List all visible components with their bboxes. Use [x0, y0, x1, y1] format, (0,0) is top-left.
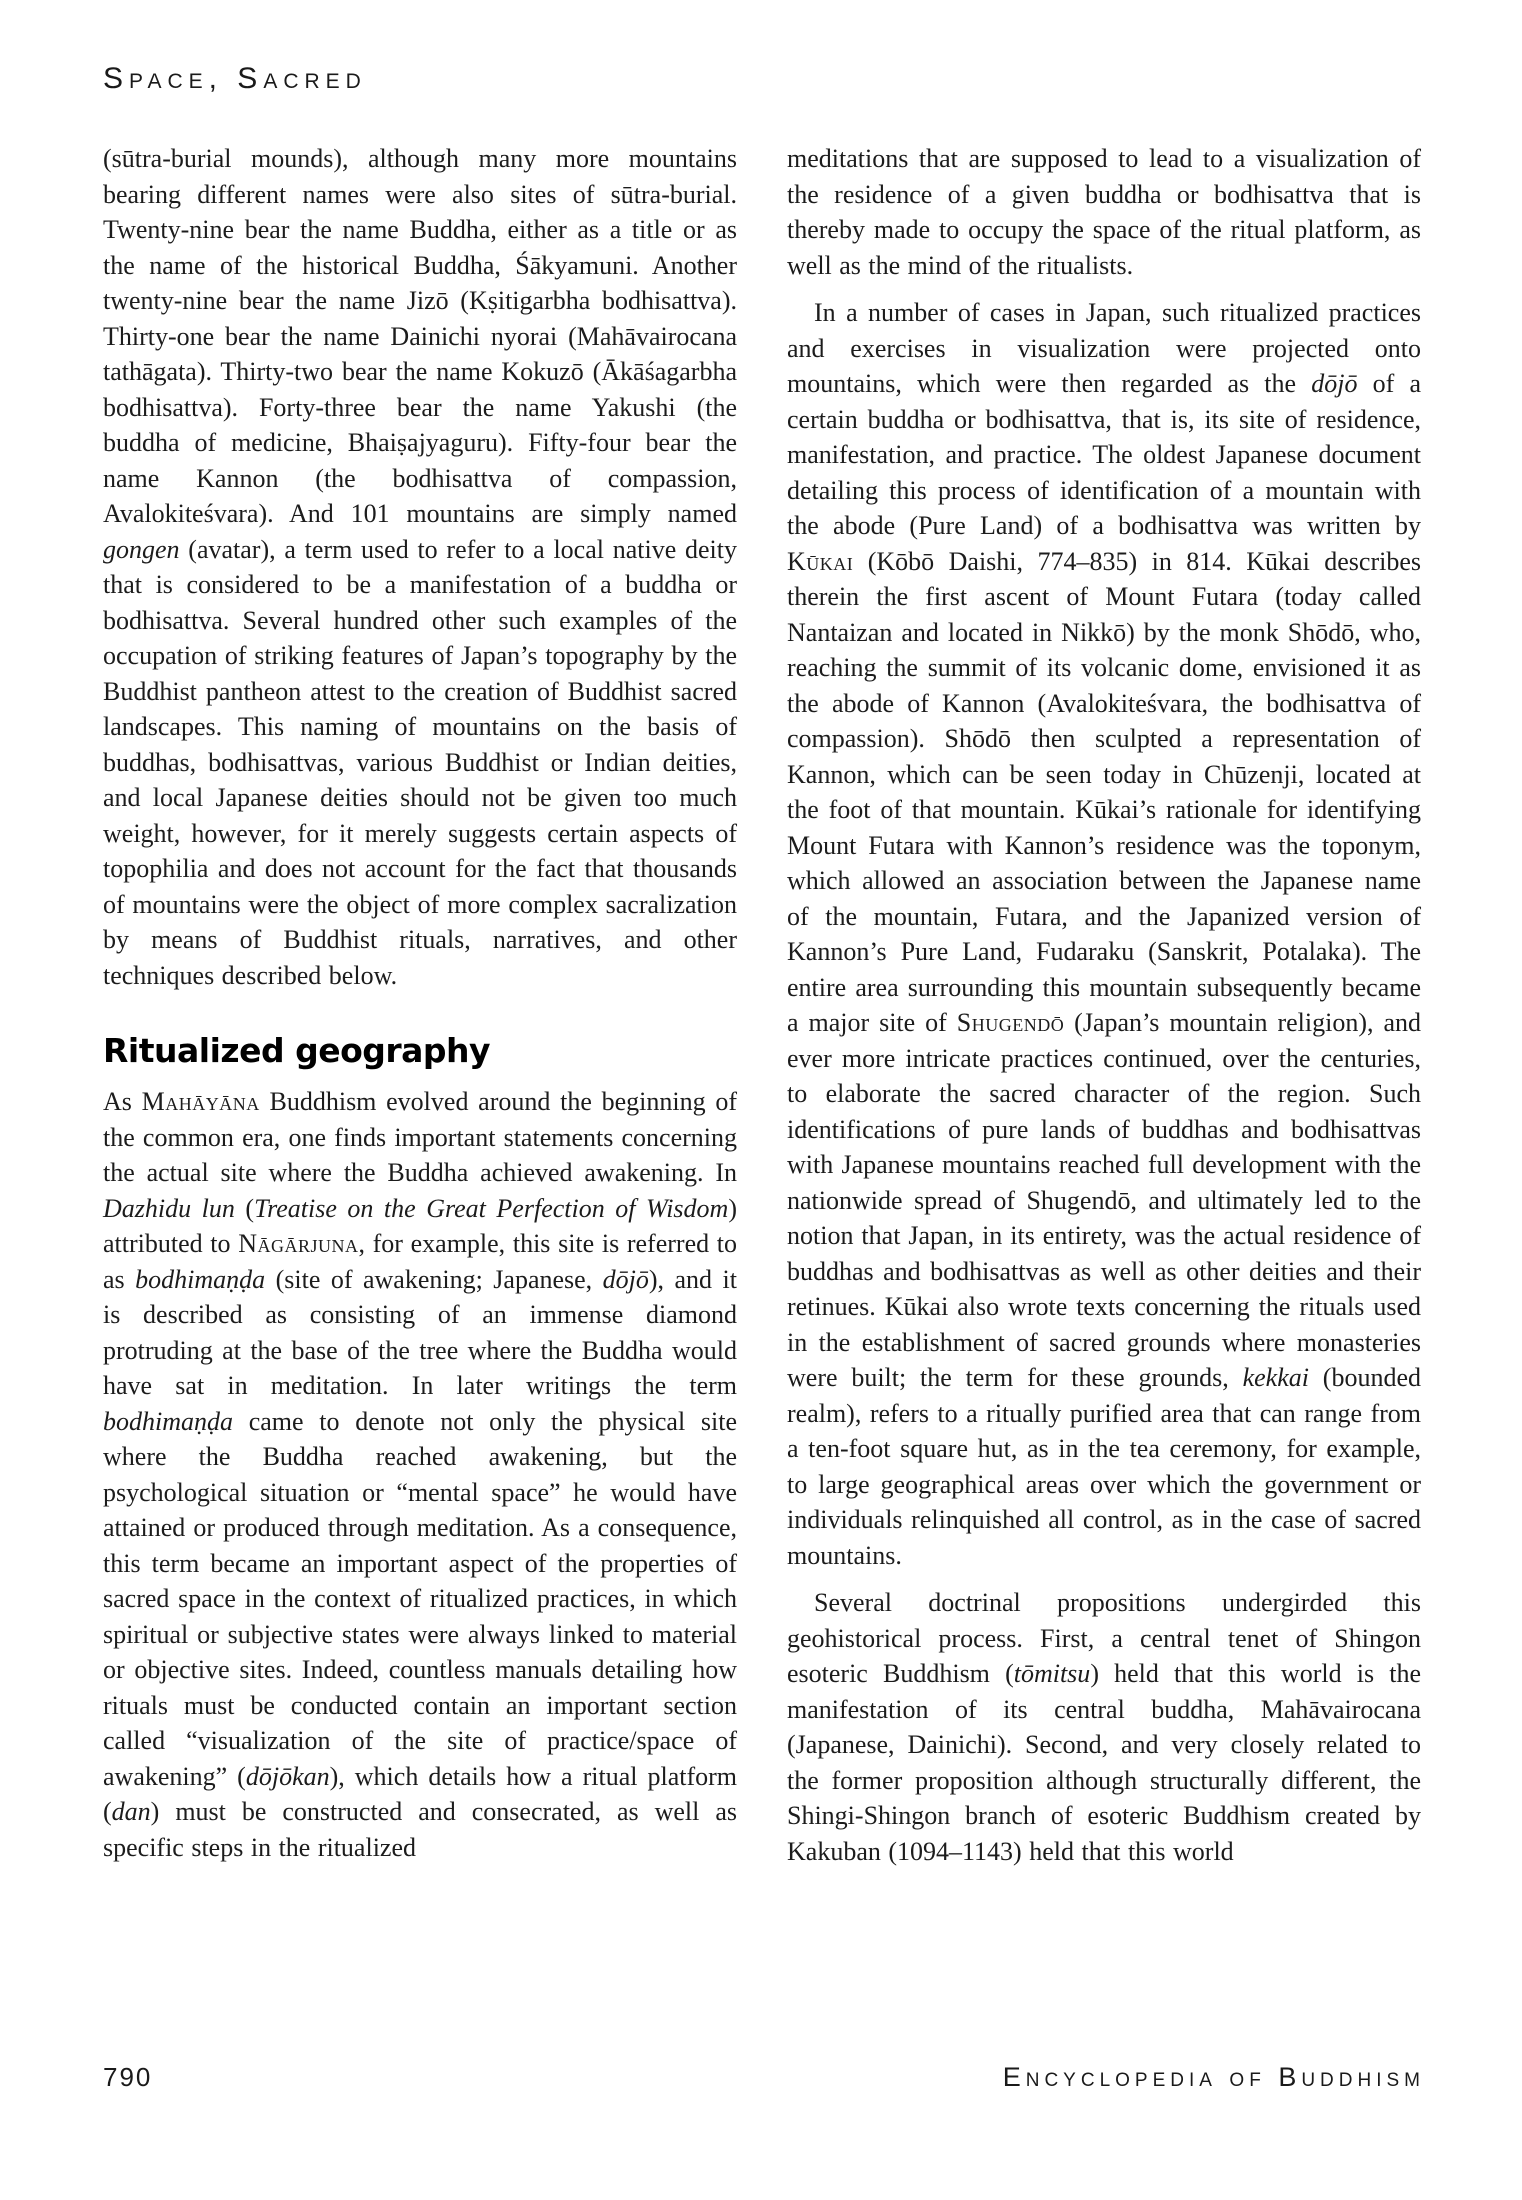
running-header: [103, 62, 367, 96]
italic-term: Dazhidu lun: [103, 1193, 235, 1223]
left-column: [103, 141, 737, 1869]
italic-term: dōjōkan: [245, 1761, 330, 1791]
paragraph-meditations-continuation: [787, 141, 1421, 283]
text-run: ), which details how a ritual platform (: [103, 1761, 737, 1826]
text-run: ) attributed to: [103, 1193, 738, 1258]
text-run: (sūtra-burial mounds), although many more mountains bearing different names were also sites of sūtra-burial. Twenty-nine bear the name Buddha, either as a title or as the name of the historical Buddha, Śākyamuni. Another twenty-nine bear the name Jizō (Kṣitigarbha bodhisattva). Thirty-one bear the name Dainichi nyorai (Mahāvairocana tathāgata). Thirty-two bear the name Kokuzō (Ākāśagarbha bodhisattva). Forty-three bear the name Yakushi (the buddha of medicine, Bhaiṣajyaguru). Fifty-four bear the name Kannon (the bodhisattva of compassion, Avalokiteśvara). And 101 mountains are simply named: [103, 144, 737, 528]
text-run: of a certain buddha or bodhisattva, that is, its site of residence, manifestation, and practice. The oldest Japanese document detailing this process of identification of a mountain with the abode (Pure Land) of a bodhisattva was written by: [787, 369, 1421, 540]
text-run: ), and it is described as consisting of an immense diamond protruding at the base of the tree where the Buddha would have sat in meditation. In later writings the term: [103, 1264, 737, 1400]
page-number: 790: [103, 2062, 153, 2092]
paragraph-sutra-burial-mountains: [103, 141, 737, 993]
book-title: Encyclopedia of Buddhism: [1002, 2062, 1425, 2092]
italic-term: tōmitsu: [1013, 1659, 1091, 1688]
italic-term: bodhimaṇḍa: [103, 1406, 233, 1436]
paragraph-mahayana-bodhimanda: [103, 1084, 737, 1865]
text-run: (Japan’s mountain religion), and ever more intricate practices continued, over the centuries, to elaborate the sacred character of the region. Such identifications of pure lands of buddhas and bodhisattvas with Japanese mountains reached full development with the nationwide spread of Shugendō, and ultimately led to the notion that Japan, in its entirety, was the actual residence of buddhas and bodhisattvas as well as other deities and their retinues. Kūkai also wrote texts concerning the rituals used in the establishment of sacred grounds where monasteries were built; the term for these grounds,: [787, 1008, 1421, 1392]
smallcaps-crossref: Kūkai: [787, 546, 854, 576]
italic-term: kekkai: [1242, 1363, 1309, 1392]
text-run: (avatar), a term used to refer to a local native deity that is considered to be a manifestation of a buddha or bodhisattva. Several hundred other such examples of the occupation of striking features of Japan’s topography by the Buddhist pantheon attest to the creation of Buddhist sacred landscapes. This naming of mountains on the basis of buddhas, bodhisattvas, various Buddhist or Indian deities, and local Japanese deities should not be given too much weight, however, for it merely suggests certain aspects of topophilia and does not account for the fact that thousands of mountains were the object of more complex sacralization by means of Buddhist rituals, narratives, and other techniques described below.: [103, 534, 737, 990]
running-header-title: Space, Sacred: [103, 62, 367, 95]
paragraph-japan-kukai-shugendo: [787, 295, 1421, 1573]
paragraph-doctrinal-propositions: [787, 1585, 1421, 1869]
smallcaps-crossref: Nāgārjuna: [238, 1229, 359, 1258]
text-run: Several doctrinal propositions undergirded this geohistorical process. First, a central tenet of Shingon esoteric Buddhism (: [787, 1588, 1421, 1688]
italic-term: bodhimaṇḍa: [135, 1264, 266, 1294]
text-run: In a number of cases in Japan, such ritualized practices and exercises in visualization were projected onto mountains, which were then regarded as the: [787, 298, 1421, 398]
text-run: As: [103, 1087, 142, 1116]
smallcaps-crossref: Shugendō: [956, 1008, 1065, 1037]
section-heading-ritualized-geography: Ritualized geography: [103, 1031, 491, 1070]
text-run: meditations that are supposed to lead to a visualization of the residence of a given buddha or bodhisattva that is thereby made to occupy the space of the ritual platform, as well as the mind of the ritualists.: [787, 144, 1421, 280]
italic-term: dōjō: [602, 1264, 649, 1294]
text-run: (site of awakening; Japanese,: [265, 1264, 603, 1294]
text-run: Buddhism evolved around the beginning of the common era, one finds important statements concerning the actual site where the Buddha achieved awakening. In: [103, 1087, 737, 1187]
italic-term: dan: [111, 1797, 151, 1826]
italic-term: gongen: [103, 534, 180, 564]
italic-term: Treatise on the Great Perfection of Wisdom: [254, 1193, 729, 1223]
text-run: ) must be constructed and consecrated, as well as specific steps in the ritualized: [103, 1797, 737, 1862]
text-run: (Kōbō Daishi, 774–835) in 814. Kūkai describes therein the first ascent of Mount Futara (today called Nantaizan and located in Nikkō) by the monk Shōdō, who, reaching the summit of its volcanic dome, envisioned it as the abode of Kannon (Avalokiteśvara, the bodhisattva of compassion). Shōdō then sculpted a representation of Kannon, which can be seen today in Chūzenji, located at the foot of that mountain. Kūkai’s rationale for identifying Mount Futara with Kannon’s residence was the toponym, which allowed an association between the Japanese name of the mountain, Futara, and the Japanized version of Kannon’s Pure Land, Fudaraku (Sanskrit, Potalaka). The entire area surrounding this mountain subsequently became a major site of: [787, 546, 1421, 1037]
text-run: ) held that this world is the manifestation of its central buddha, Mahāvairocana (Japanese, Dainichi). Second, and very closely related to the former proposition although structurally different, the Shingi-Shingon branch of esoteric Buddhism created by Kakuban (1094–1143) held that this world: [787, 1659, 1421, 1866]
text-run: , for example, this site is referred to as: [103, 1229, 737, 1294]
text-run: came to denote not only the physical site where the Buddha reached awakening, but the psychological situation or “mental space” he would have attained or produced through meditation. As a consequence, this term became an important aspect of the properties of sacred space in the context of ritualized practices, in which spiritual or subjective states were always linked to material or objective sites. Indeed, countless manuals detailing how rituals must be conducted contain an important section called “visualization of the site of practice/space of awakening” (: [103, 1406, 737, 1791]
text-run: (: [234, 1193, 255, 1223]
italic-term: dōjō: [1311, 369, 1358, 398]
page-footer: [103, 2062, 1425, 2093]
article-body: [103, 141, 1421, 1869]
smallcaps-crossref: Mahāyāna: [141, 1087, 260, 1116]
right-column: [787, 141, 1421, 1869]
text-run: (bounded realm), refers to a ritually purified area that can range from a ten-foot square hut, as in the tea ceremony, for example, to large geographical areas over which the government or individuals relinquished all control, as in the case of sacred mountains.: [787, 1363, 1421, 1570]
